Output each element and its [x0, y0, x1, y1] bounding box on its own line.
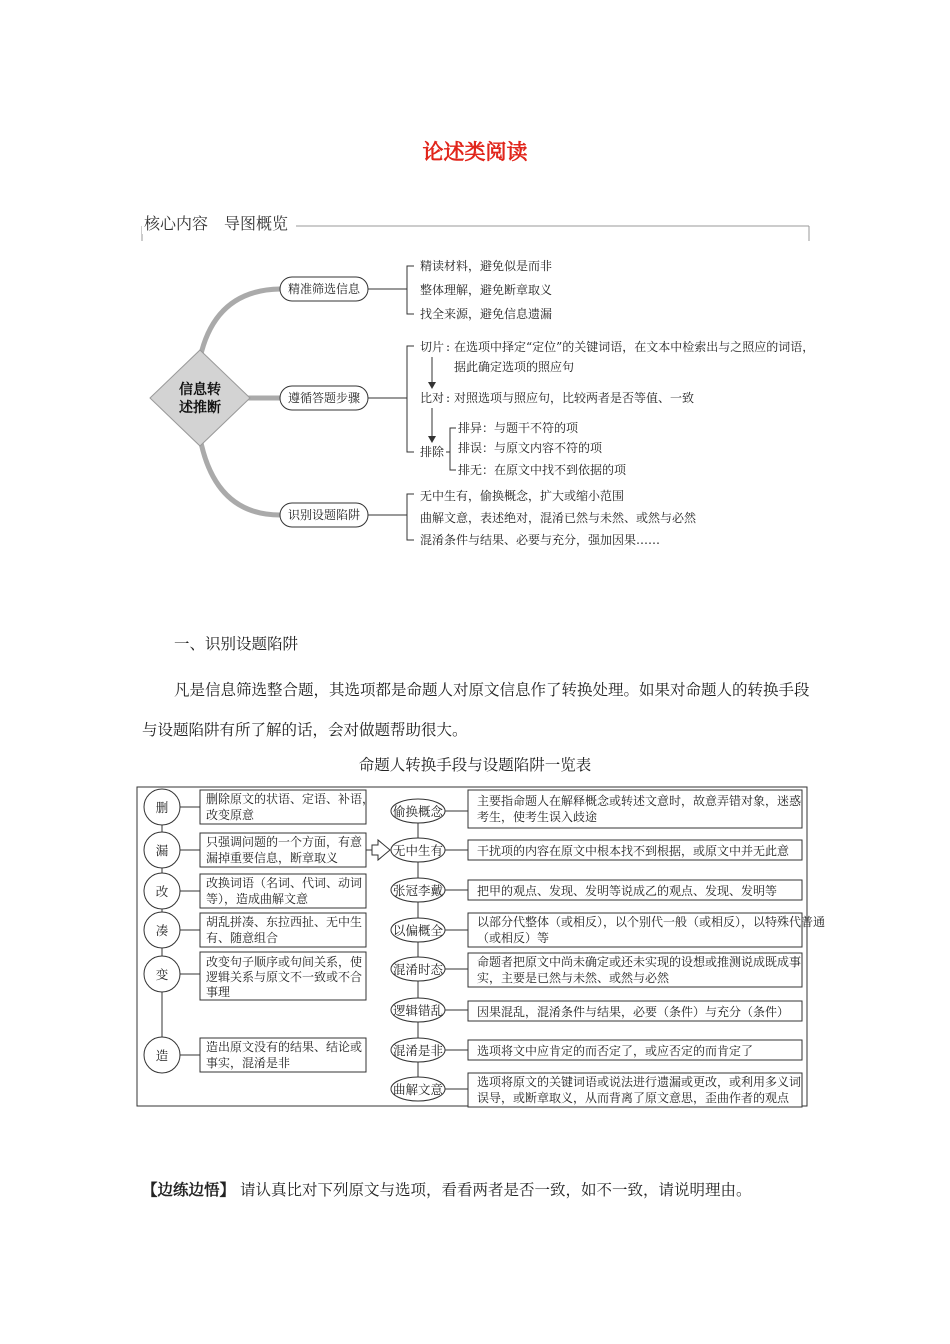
- left-row-5: [144, 952, 366, 1000]
- left-row-3: [144, 873, 366, 909]
- svg-text:遵循答题步骤: 遵循答题步骤: [287, 391, 361, 405]
- exclude-sub-3: 排无：在原文中找不到依据的项: [458, 463, 627, 477]
- center-line-2: 述推断: [179, 400, 221, 416]
- svg-text:偷换概念: 偷换概念: [392, 804, 444, 819]
- svg-text:事实，混淆是非: 事实，混淆是非: [206, 1056, 291, 1070]
- transform-arrow: [366, 840, 390, 860]
- right-row-8: [391, 1073, 802, 1107]
- svg-text:变: 变: [155, 967, 169, 982]
- step-cut-line-2: 据此确定选项的照应句: [454, 360, 575, 374]
- connector-3: [200, 438, 280, 515]
- svg-text:考生，使考生误入歧途: 考生，使考生误入歧途: [477, 810, 598, 824]
- svg-text:识别设题陷阱: 识别设题陷阱: [287, 508, 361, 522]
- svg-text:因果混乱，混淆条件与结果，必要（条件）与充分（条件）: 因果混乱，混淆条件与结果，必要（条件）与充分（条件）: [477, 1005, 790, 1019]
- svg-text:胡乱拼凑、东拉西扯、无中生: 胡乱拼凑、东拉西扯、无中生: [206, 915, 363, 929]
- step-compare-name: 比对: [420, 391, 445, 405]
- svg-text:精准筛选信息: 精准筛选信息: [287, 282, 361, 296]
- step-cut-name: 切片: [420, 340, 445, 354]
- practice-tag: 【边练边悟】: [142, 1180, 236, 1199]
- svg-text:删除原文的状语、定语、补语，: 删除原文的状语、定语、补语，: [206, 792, 375, 806]
- practice-prompt: [142, 1178, 751, 1200]
- svg-text:以部分代整体（或相反），以个别代一般（或相反），以特殊代普通: 以部分代整体（或相反），以个别代一般（或相反），以特殊代普通: [477, 915, 826, 929]
- svg-text:凑: 凑: [155, 923, 169, 938]
- exclude-sub-2: 排误：与原文内容不符的项: [458, 441, 603, 455]
- branch-node-3: [280, 503, 368, 527]
- branch-1-item-3: 找全来源，避免信息遗漏: [420, 307, 553, 321]
- svg-text:选项将原文的关键词语或说法进行遗漏或更改，或利用多义词: 选项将原文的关键词语或说法进行遗漏或更改，或利用多义词: [477, 1075, 802, 1089]
- svg-text:逻辑关系与原文不一致或不合: 逻辑关系与原文不一致或不合: [206, 970, 363, 984]
- step-compare-line: 对照选项与照应句，比较两者是否等值、一致: [454, 391, 695, 405]
- svg-text:有、随意组合: 有、随意组合: [206, 931, 279, 945]
- svg-text:把甲的观点、发现、发明等说成乙的观点、发现、发明等: 把甲的观点、发现、发明等说成乙的观点、发现、发明等: [477, 884, 778, 898]
- right-row-5: [391, 953, 802, 987]
- left-row-1: [144, 789, 374, 825]
- branch-1-item-1: 精读材料，避免似是而非: [420, 259, 553, 273]
- left-row-6: [144, 1037, 366, 1073]
- branch-node-1: [280, 277, 368, 301]
- svg-text:实，主要是已然与未然、或然与必然: 实，主要是已然与未然、或然与必然: [477, 971, 670, 985]
- center-diamond: [150, 350, 250, 446]
- svg-text:混淆是非: 混淆是非: [392, 1043, 444, 1058]
- left-row-2: [144, 832, 366, 868]
- table-title: 命题人转换手段与设题陷阱一览表: [358, 756, 592, 774]
- svg-text:干扰项的内容在原文中根本找不到根据，或原文中并无此意: 干扰项的内容在原文中根本找不到根据，或原文中并无此意: [477, 844, 790, 858]
- svg-text:无中生有: 无中生有: [392, 843, 444, 858]
- svg-text:改: 改: [155, 884, 169, 899]
- branch-1-item-2: 整体理解，避免断章取义: [420, 283, 553, 297]
- right-row-6: [391, 998, 802, 1022]
- branch-3-item-3: 混淆条件与结果、必要与充分，强加因果……: [420, 533, 661, 547]
- svg-text::: :: [446, 340, 451, 354]
- svg-text:误导，或断章取义，从而背离了原文意思，歪曲作者的观点: 误导，或断章取义，从而背离了原文意思，歪曲作者的观点: [477, 1091, 790, 1105]
- svg-text::: :: [446, 391, 451, 405]
- center-line-1: 信息转: [179, 382, 221, 398]
- svg-text:张冠李戴: 张冠李戴: [392, 883, 444, 898]
- step-exclude-name: 排除: [420, 445, 445, 459]
- right-row-4: [391, 913, 825, 947]
- page-title: 论述类阅读: [422, 139, 528, 164]
- intro-paragraph: 凡是信息筛选整合题，其选项都是命题人对原文信息作了转换处理。如果对命题人的转换手段与设题陷阱有所了解的话，会对做题帮助很大。: [142, 681, 810, 739]
- svg-text:删: 删: [155, 800, 169, 815]
- svg-text:漏掉重要信息，断章取义: 漏掉重要信息，断章取义: [206, 851, 339, 865]
- svg-text:（或相反）等: （或相反）等: [477, 931, 550, 945]
- svg-text:命题者把原文中尚未确定或还未实现的设想或推测说成既成事: 命题者把原文中尚未确定或还未实现的设想或推测说成既成事: [477, 955, 802, 969]
- svg-text:改换词语（名词、代词、动词: 改换词语（名词、代词、动词: [206, 876, 363, 890]
- svg-text:改变句子顺序或句间关系，使: 改变句子顺序或句间关系，使: [206, 955, 363, 969]
- svg-text:只强调问题的一个方面，有意: 只强调问题的一个方面，有意: [206, 835, 363, 849]
- section-heading: 一、识别设题陷阱: [174, 635, 299, 653]
- svg-text:选项将文中应肯定的而否定了，或应否定的而肯定了: 选项将文中应肯定的而否定了，或应否定的而肯定了: [477, 1044, 754, 1058]
- connector-1: [200, 289, 280, 358]
- svg-text:事理: 事理: [206, 985, 231, 999]
- svg-text:混淆时态: 混淆时态: [392, 962, 444, 977]
- section-header: 核心内容 导图概览: [142, 211, 290, 234]
- svg-text:改变原意: 改变原意: [206, 808, 255, 822]
- left-row-4: [144, 912, 366, 948]
- svg-text:主要指命题人在解释概念或转述文意时，故意弄错对象，迷惑: 主要指命题人在解释概念或转述文意时，故意弄错对象，迷惑: [477, 794, 802, 808]
- svg-text:逻辑错乱: 逻辑错乱: [392, 1003, 444, 1018]
- exclude-sub-1: 排异：与题干不符的项: [458, 421, 579, 435]
- right-row-2: [391, 838, 802, 862]
- branch-node-2: [280, 386, 368, 410]
- svg-text:造出原文没有的结果、结论或: 造出原文没有的结果、结论或: [206, 1040, 363, 1054]
- svg-text:以偏概全: 以偏概全: [392, 923, 444, 938]
- svg-text:等），造成曲解文意: 等），造成曲解文意: [206, 892, 309, 906]
- svg-text:漏: 漏: [155, 843, 169, 858]
- step-cut-line-1: 在选项中择定“定位”的关键词语，在文本中检索出与之照应的词语，: [454, 340, 815, 354]
- branch-3-item-2: 曲解文意，表述绝对，混淆已然与未然、或然与必然: [420, 511, 697, 525]
- branch-3-item-1: 无中生有，偷换概念，扩大或缩小范围: [420, 489, 625, 503]
- right-row-7: [391, 1038, 802, 1062]
- svg-text:曲解文意: 曲解文意: [392, 1082, 444, 1097]
- conversion-diagram: [0, 770, 950, 1120]
- svg-text:造: 造: [155, 1048, 169, 1063]
- practice-text: 请认真比对下列原文与选项，看看两者是否一致，如不一致，请说明理由。: [239, 1181, 752, 1199]
- right-row-1: [391, 790, 802, 828]
- right-row-3: [391, 878, 802, 902]
- mind-map: [0, 0, 950, 600]
